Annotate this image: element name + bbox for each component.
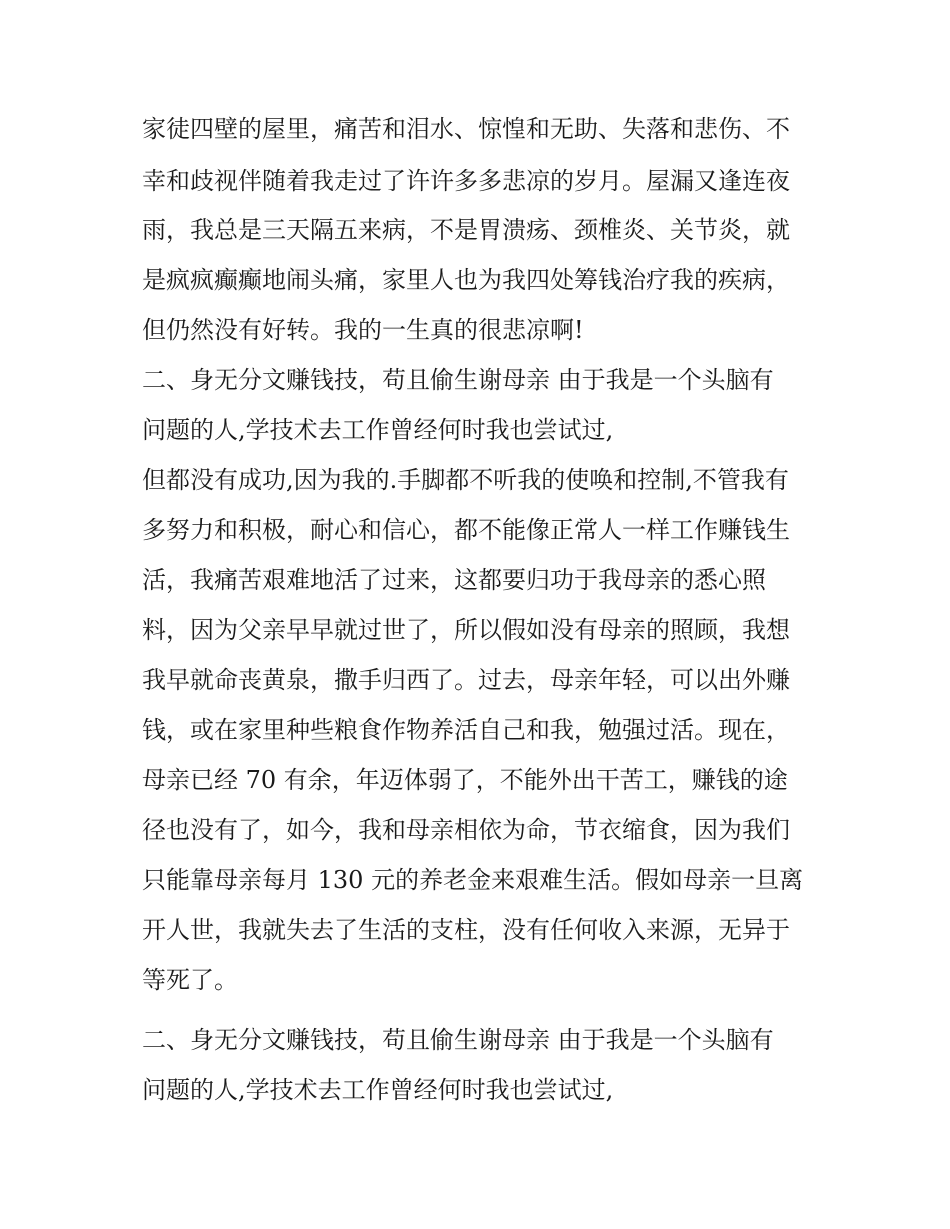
- text-line: 我早就命丧黄泉，撒手归西了。过去，母亲年轻，可以出外赚: [142, 666, 790, 694]
- text-line: 径也没有了，如今，我和母亲相依为命，节衣缩食，因为我们: [142, 816, 790, 844]
- text-line: 二、身无分文赚钱技，苟且偷生谢母亲 由于我是一个头脑有: [142, 366, 774, 394]
- text-line: 开人世，我就失去了生活的支柱，没有任何收入来源，无异于: [142, 916, 790, 944]
- text-line: 家徒四壁的屋里，痛苦和泪水、惊惶和无助、失落和悲伤、不: [142, 115, 790, 143]
- text-line: 活，我痛苦艰难地活了过来，这都要归功于我母亲的悉心照: [142, 566, 766, 594]
- text-line: 雨，我总是三天隔五来病，不是胃溃疡、颈椎炎、关节炎，就: [142, 216, 790, 244]
- text-line: 只能靠母亲每月 130 元的养老金来艰难生活。假如母亲一旦离: [142, 866, 804, 894]
- text-line: 但都没有成功,因为我的.手脚都不听我的使唤和控制,不管我有: [142, 466, 789, 494]
- text-line: 钱，或在家里种些粮食作物养活自己和我，勉强过活。现在，: [142, 716, 790, 744]
- text-line: 但仍然没有好转。我的一生真的很悲凉啊!: [142, 316, 584, 344]
- text-line: 是疯疯癫癫地闹头痛，家里人也为我四处筹钱治疗我的疾病，: [142, 266, 790, 294]
- text-line: 母亲已经 70 有余，年迈体弱了，不能外出干苦工，赚钱的途: [142, 766, 788, 794]
- text-line: 多努力和积极，耐心和信心，都不能像正常人一样工作赚钱生: [142, 516, 790, 544]
- text-line: 等死了。: [142, 966, 238, 994]
- text-line: 问题的人,学技术去工作曾经何时我也尝试过,: [142, 1076, 614, 1104]
- text-line: 二、身无分文赚钱技，苟且偷生谢母亲 由于我是一个头脑有: [142, 1026, 774, 1054]
- text-line: 幸和歧视伴随着我走过了许许多多悲凉的岁月。屋漏又逢连夜: [142, 167, 790, 195]
- text-line: 问题的人,学技术去工作曾经何时我也尝试过,: [142, 416, 614, 444]
- text-line: 料，因为父亲早早就过世了，所以假如没有母亲的照顾，我想: [142, 616, 790, 644]
